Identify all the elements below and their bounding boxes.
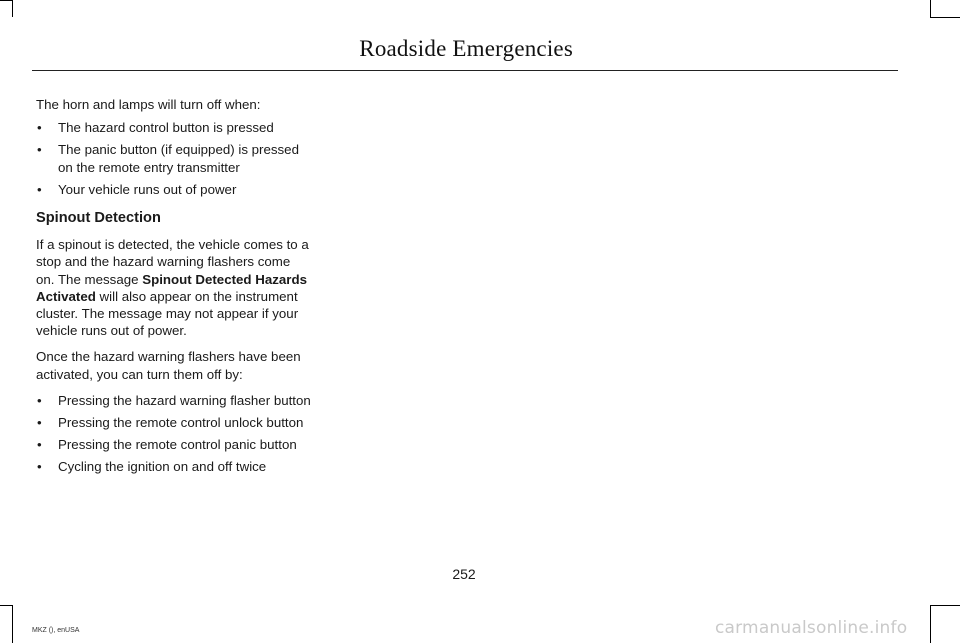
crop-mark: [930, 0, 931, 17]
footer-code: MKZ (), enUSA: [32, 627, 80, 634]
list-item: • Pressing the remote control unlock button: [37, 415, 304, 431]
crop-mark: [930, 17, 960, 18]
crop-mark: [12, 0, 13, 17]
bullet: •: [37, 459, 42, 475]
bullet-list-turn-off: [36, 119, 312, 198]
bullet: •: [37, 392, 42, 408]
bullet: •: [37, 437, 42, 453]
bullet-list-flashers: [36, 392, 312, 476]
list-item: • Pressing the remote control panic button: [37, 437, 297, 453]
list-item: • Cycling the ignition on and off twice: [37, 459, 267, 475]
spinout-paragraph: If a spinout is detected, the vehicle comes to a stop and the hazard warning flashers come on. The message Spinout Detected Hazards Activated will also appear on the instrument cluster. The message may not appear if your vehicle runs out of power.: [36, 237, 309, 339]
crop-mark: [0, 605, 12, 606]
bullet: •: [37, 120, 42, 136]
page-number: 252: [452, 566, 476, 582]
intro-text: The horn and lamps will turn off when:: [36, 97, 261, 112]
bullet: •: [37, 181, 42, 197]
crop-mark: [12, 605, 13, 643]
section-heading: Spinout Detection: [36, 210, 161, 227]
page-title: Roadside Emergencies: [359, 36, 573, 61]
list-item: • The hazard control button is pressed: [37, 120, 274, 136]
bullet: •: [37, 415, 42, 431]
watermark: carmanualsonline.info: [715, 618, 908, 638]
bullet: •: [37, 142, 42, 158]
crop-mark: [930, 605, 960, 606]
list-item: • The panic button (if equipped) is pressed on the remote entry transmitter: [37, 142, 299, 175]
turn-off-paragraph: Once the hazard warning flashers have been activated, you can turn them off by:: [36, 349, 301, 382]
header-rule: [32, 70, 898, 71]
list-item: • Your vehicle runs out of power: [37, 181, 237, 197]
list-item: • Pressing the hazard warning flasher button: [37, 392, 311, 408]
message-text: Spinout Detected Hazards Activated: [36, 271, 307, 304]
main-content: [36, 96, 312, 483]
crop-mark: [0, 0, 12, 1]
crop-mark: [930, 605, 931, 643]
